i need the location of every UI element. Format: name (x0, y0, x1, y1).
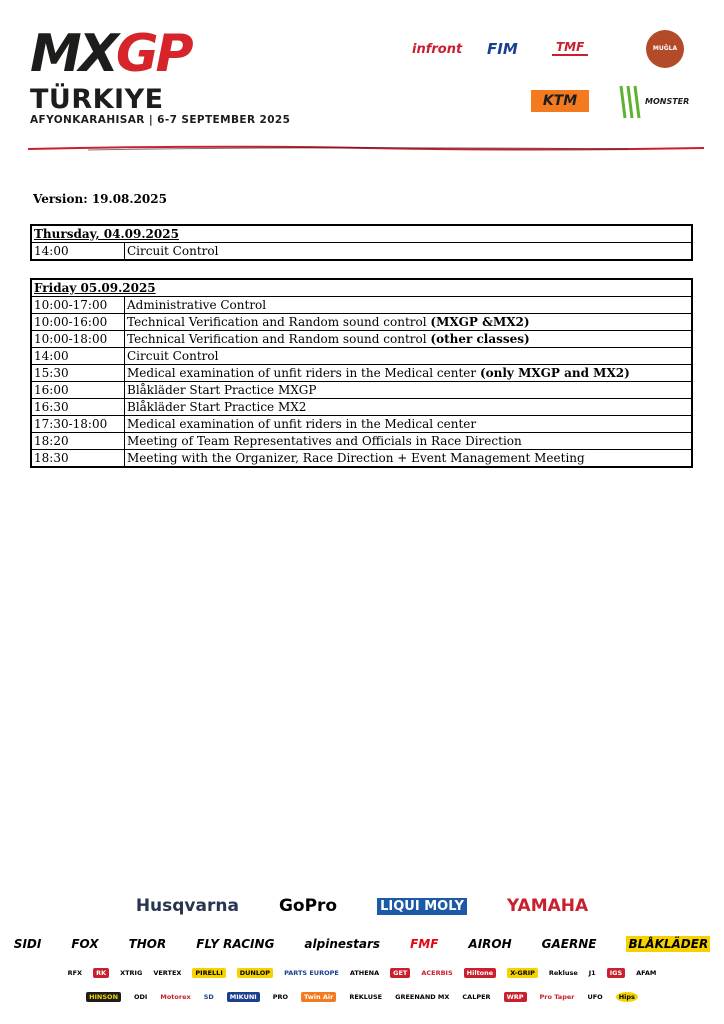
sponsor-logo: REKLUSE (349, 993, 383, 1001)
sponsor-logo: XTRIG (120, 969, 143, 977)
monster-logo (617, 84, 697, 122)
sponsor-logo: DUNLOP (237, 968, 273, 978)
row-time: 18:20 (31, 433, 125, 450)
row-activity: Circuit Control (125, 243, 693, 261)
row-activity: Administrative Control (125, 297, 693, 314)
sponsor-logo: J1 (588, 969, 596, 977)
row-time: 10:00-16:00 (31, 314, 125, 331)
row-time: 18:30 (31, 450, 125, 468)
row-activity: Medical examination of unfit riders in the Medical center (only MXGP and MX2) (125, 365, 693, 382)
row-activity: Blåkläder Start Practice MX2 (125, 399, 693, 416)
row-activity: Technical Verification and Random sound control (other classes) (125, 331, 693, 348)
event-subtitle: AFYONKARAHISAR | 6-7 SEPTEMBER 2025 (30, 114, 291, 126)
sidi-logo: SIDI (13, 937, 42, 951)
row-activity: Circuit Control (125, 348, 693, 365)
infront-logo: infront (412, 42, 463, 57)
row-activity: Technical Verification and Random sound control (MXGP &MX2) (125, 314, 693, 331)
table-row (31, 314, 692, 331)
sponsor-logo: PRO (272, 993, 289, 1001)
sponsor-logo: RFX (67, 969, 83, 977)
fim-logo: FIM (487, 40, 518, 58)
fly-racing-logo: FLY RACING (196, 937, 275, 951)
table-row (31, 433, 692, 450)
sponsor-logo: Hiltone (464, 968, 497, 978)
row-activity: Medical examination of unfit riders in the Medical center (125, 416, 693, 433)
sponsor-logo: HINSON (86, 992, 121, 1002)
row-time: 15:30 (31, 365, 125, 382)
sponsor-logo: Hips (616, 992, 638, 1002)
sponsor-logo: ODI (134, 993, 148, 1001)
gopro-logo: GoPro (278, 896, 338, 916)
sponsor-logo: SD (203, 993, 214, 1001)
row-time: 10:00-18:00 (31, 331, 125, 348)
sponsor-logo: MIKUNI (227, 992, 260, 1002)
table-row (31, 382, 692, 399)
row-activity: Meeting of Team Representatives and Officials in Race Direction (125, 433, 693, 450)
thor-logo: THOR (128, 937, 167, 951)
table-row (31, 331, 692, 348)
header-swoosh (28, 145, 704, 151)
row-time: 14:00 (31, 243, 125, 261)
sponsor-logo: ATHENA (349, 969, 380, 977)
event-title: TÜRKIYE (30, 84, 164, 115)
row-time: 10:00-17:00 (31, 297, 125, 314)
row-activity: Blåkläder Start Practice MXGP (125, 382, 693, 399)
liqui-moly-logo: LIQUI MOLY (377, 898, 467, 915)
sponsor-row-4 (0, 992, 724, 1002)
sponsor-logo: PIRELLI (192, 968, 225, 978)
sponsor-row-3 (0, 968, 724, 978)
row-time: 14:00 (31, 348, 125, 365)
version-label: Version: 19.08.2025 (33, 192, 167, 206)
fox-logo: FOX (71, 937, 99, 951)
table-row (31, 399, 692, 416)
schedule-thursday (30, 224, 693, 261)
fmf-logo: FMF (410, 937, 439, 951)
mxgp-logo (30, 24, 191, 84)
alpinestars-logo: alpinestars (304, 937, 381, 951)
sponsor-logo: RK (93, 968, 109, 978)
table-row (31, 348, 692, 365)
sponsor-logo: Rekluse (548, 969, 578, 977)
gaerne-logo: GAERNE (541, 937, 597, 951)
sponsor-logo: Motorex (160, 993, 191, 1001)
table-row (31, 297, 692, 314)
row-time: 16:00 (31, 382, 125, 399)
row-time: 16:30 (31, 399, 125, 416)
table-row (31, 450, 692, 468)
logo-gp: GP (115, 24, 191, 84)
sponsor-row-2 (0, 936, 724, 952)
mugla-logo: MUĞLA (646, 30, 684, 68)
table-row (31, 365, 692, 382)
table-row (31, 416, 692, 433)
row-activity: Meeting with the Organizer, Race Direction + Event Management Meeting (125, 450, 693, 468)
tmf-logo: TMF (552, 40, 588, 56)
sponsor-logo: X-GRIP (507, 968, 538, 978)
logo-mx: MX (30, 24, 116, 84)
sponsor-logo: GET (390, 968, 410, 978)
sponsor-row-main (0, 896, 724, 916)
sponsor-footer (0, 890, 724, 1024)
ktm-logo: KTM (531, 90, 589, 112)
sponsor-logo: UFO (587, 993, 603, 1001)
day-heading: Friday 05.09.2025 (31, 279, 692, 297)
airoh-logo: AIROH (468, 937, 512, 951)
row-time: 17:30-18:00 (31, 416, 125, 433)
sponsor-logo: Pro Taper (539, 993, 575, 1001)
day-heading: Thursday, 04.09.2025 (31, 225, 692, 243)
husqvarna-logo: Husqvarna (135, 896, 239, 916)
monster-logo-text: MONSTER (645, 97, 690, 106)
sponsor-logo: CALPER (462, 993, 491, 1001)
sponsor-logo: VERTEX (153, 969, 182, 977)
sponsor-logo: IGS (607, 968, 625, 978)
yamaha-logo: YAMAHA (506, 896, 589, 916)
sponsor-logo: WRP (504, 992, 527, 1002)
blaklader-logo: BLÅKLÄDER (628, 937, 709, 951)
sponsor-logo: GREENAND MX (395, 993, 450, 1001)
sponsor-logo: AFAM (636, 969, 657, 977)
table-row (31, 243, 692, 261)
sponsor-logo: Twin Air (301, 992, 336, 1002)
schedule-friday (30, 278, 693, 468)
sponsor-logo: PARTS EUROPE (284, 969, 339, 977)
page-header (0, 0, 724, 170)
sponsor-logo: ACERBIS (421, 969, 453, 977)
